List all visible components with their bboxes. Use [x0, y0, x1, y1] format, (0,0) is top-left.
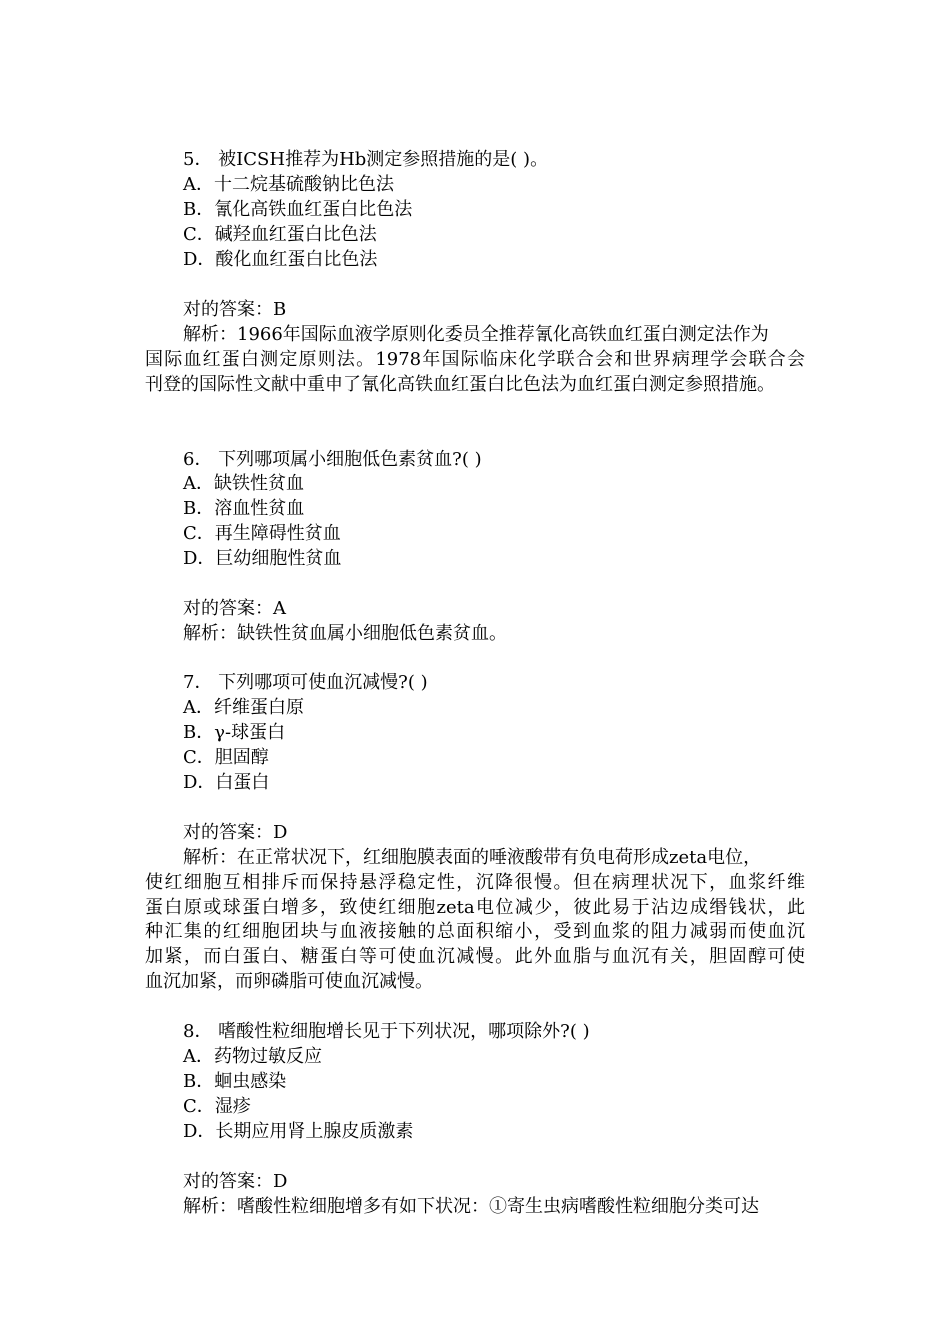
question-5-analysis-line: 国际血红蛋白测定原则法。1978年国际临床化学联合会和世界病理学会联合会	[145, 349, 805, 370]
question-7-option-b: B．γ-球蛋白	[183, 722, 286, 743]
question-5-option-b: B．氰化高铁血红蛋白比色法	[183, 199, 413, 220]
question-7-option-a: A．纤维蛋白原	[183, 697, 304, 718]
question-7-analysis-line: 解析：在正常状况下，红细胞膜表面的唾液酸带有负电荷形成zeta电位，	[183, 847, 762, 868]
question-7-stem: 7． 下列哪项可使血沉减慢?( )	[183, 672, 428, 693]
question-7-option-d: D．白蛋白	[183, 772, 270, 793]
question-6-stem: 6． 下列哪项属小细胞低色素贫血?( )	[183, 449, 482, 470]
question-7-analysis-line: 蛋白原或球蛋白增多，致使红细胞zeta电位减少，彼此易于沾边成缗钱状，此	[145, 897, 805, 918]
question-7-analysis-line: 加紧，而白蛋白、糖蛋白等可使血沉减慢。此外血脂与血沉有关，胆固醇可使	[145, 946, 805, 967]
question-8-analysis-line: 解析：嗜酸性粒细胞增多有如下状况：①寄生虫病嗜酸性粒细胞分类可达	[183, 1196, 759, 1217]
question-6-analysis-line: 解析：缺铁性贫血属小细胞低色素贫血。	[183, 623, 507, 644]
question-5-option-d: D．酸化血红蛋白比色法	[183, 249, 378, 270]
question-8-option-c: C．湿疹	[183, 1096, 251, 1117]
question-5-answer: 对的答案：B	[183, 299, 287, 320]
question-6-option-c: C．再生障碍性贫血	[183, 523, 341, 544]
question-8-option-b: B．蛔虫感染	[183, 1071, 287, 1092]
question-7-analysis-line: 血沉加紧，而卵磷脂可使血沉减慢。	[145, 971, 433, 992]
question-5-option-c: C．碱羟血红蛋白比色法	[183, 224, 377, 245]
question-7-answer: 对的答案：D	[183, 822, 288, 843]
question-7-option-c: C．胆固醇	[183, 747, 269, 768]
question-8-stem: 8． 嗜酸性粒细胞增长见于下列状况，哪项除外?( )	[183, 1021, 590, 1042]
question-8-option-a: A．药物过敏反应	[183, 1046, 322, 1067]
question-6-option-b: B．溶血性贫血	[183, 498, 305, 519]
question-7-analysis-line: 使红细胞互相排斥而保持悬浮稳定性，沉降很慢。但在病理状况下，血浆纤维	[145, 872, 805, 893]
question-6-option-a: A．缺铁性贫血	[183, 473, 304, 494]
question-6-answer: 对的答案：A	[183, 598, 286, 619]
question-5-analysis-line: 解析：1966年国际血液学原则化委员全推荐氰化高铁血红蛋白测定法作为	[183, 324, 769, 345]
question-5-analysis-line: 刊登的国际性文献中重申了氰化高铁血红蛋白比色法为血红蛋白测定参照措施。	[145, 374, 775, 395]
question-8-option-d: D．长期应用肾上腺皮质激素	[183, 1121, 414, 1142]
question-6-option-d: D．巨幼细胞性贫血	[183, 548, 342, 569]
question-5-stem: 5． 被ICSH推荐为Hb测定参照措施的是( )。	[183, 149, 549, 170]
question-7-analysis-line: 种汇集的红细胞团块与血液接触的总面积缩小，受到血浆的阻力减弱而使血沉	[145, 921, 805, 942]
question-8-answer: 对的答案：D	[183, 1171, 288, 1192]
question-5-option-a: A．十二烷基硫酸钠比色法	[183, 174, 394, 195]
